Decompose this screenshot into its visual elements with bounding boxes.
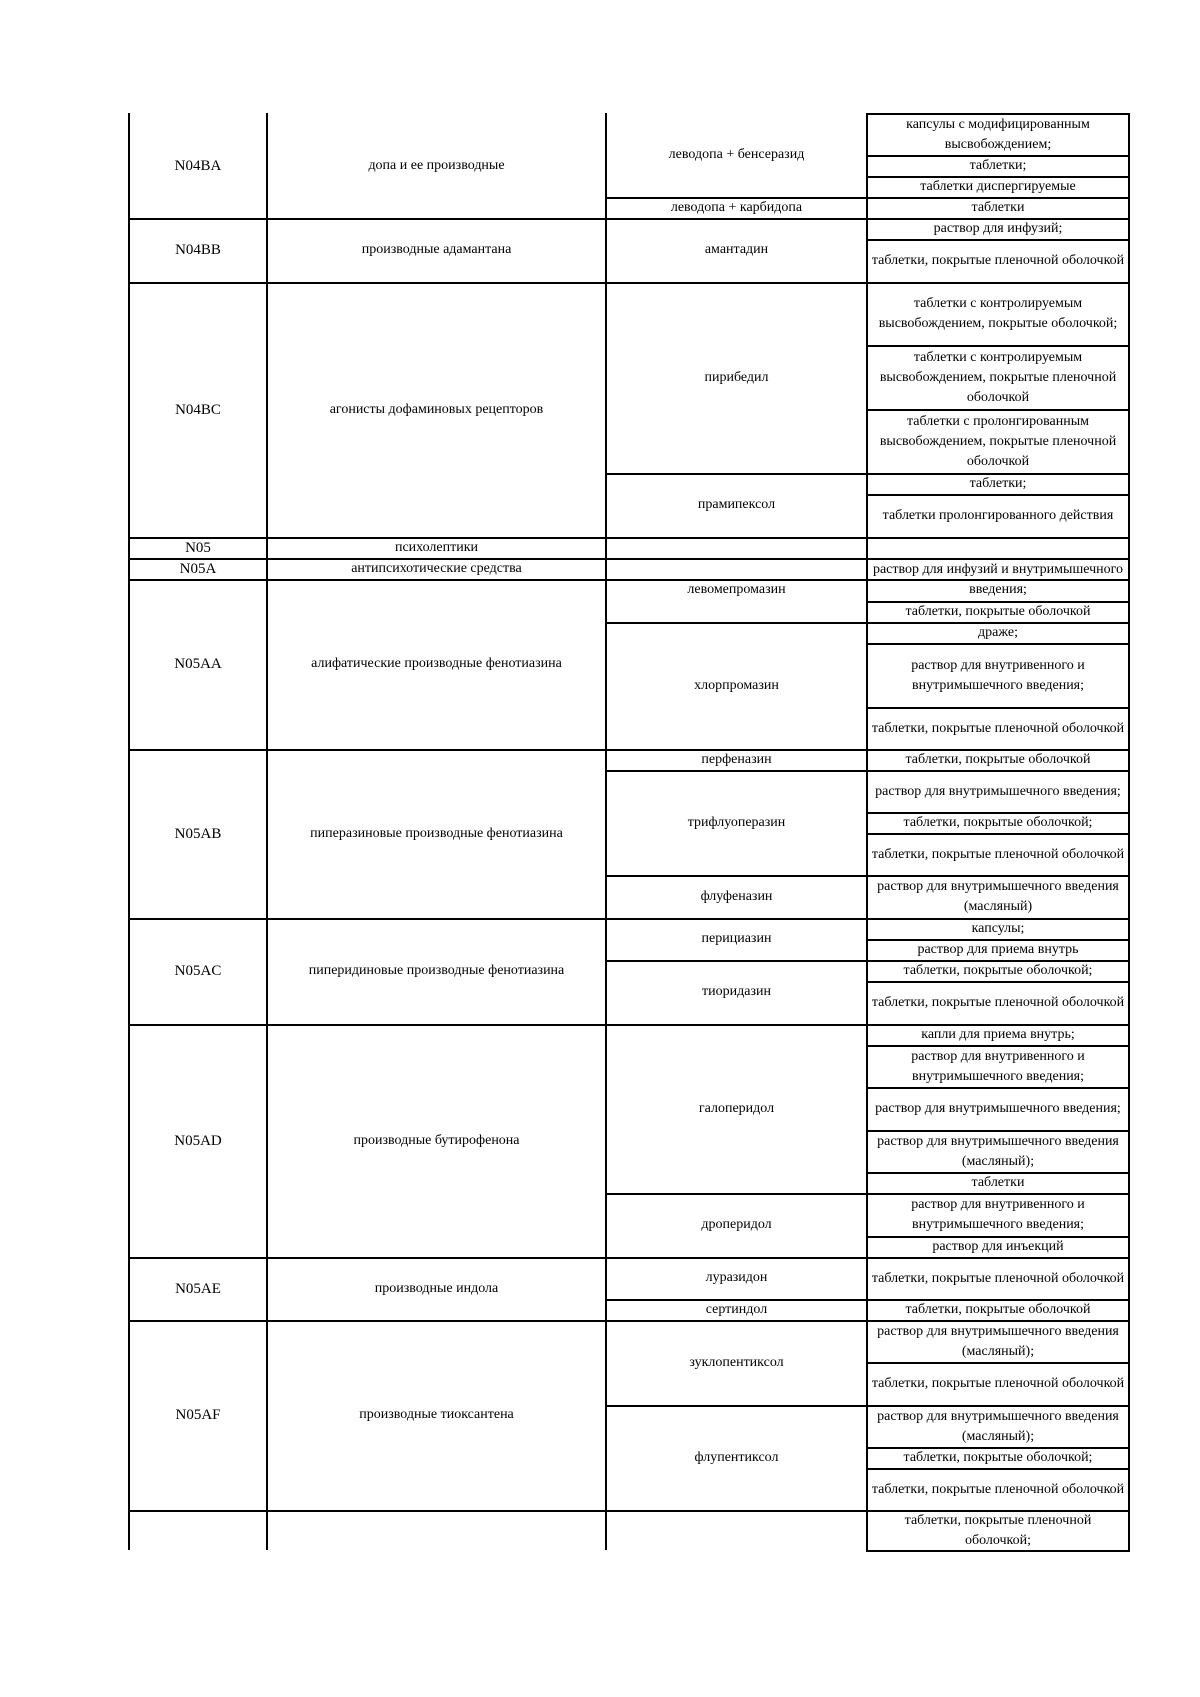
- drug-name: амантадин: [704, 242, 769, 257]
- dosage-form: раствор для внутримышечного введения (масляный): [877, 879, 1119, 914]
- row-group: производные бутирофенона: [353, 1132, 520, 1148]
- drug-name: перфеназин: [701, 751, 772, 767]
- dosage-form: таблетки пролонгированного действия: [882, 508, 1114, 523]
- dosage-form: таблетки;: [969, 158, 1027, 173]
- drug-name: дроперидол: [701, 1217, 772, 1232]
- dosage-form: раствор для внутримышечного введения;: [875, 783, 1121, 799]
- row-group: допа и ее производные: [368, 157, 505, 173]
- dosage-form: таблетки, покрытые оболочкой: [905, 604, 1091, 619]
- dosage-form: таблетки, покрытые пленочной оболочкой: [871, 995, 1125, 1010]
- drug-name: сертиндол: [705, 1301, 768, 1317]
- row-code: N05AD: [174, 1132, 222, 1149]
- row-group: психолептики: [394, 539, 479, 555]
- dosage-form: таблетки диспергируемые: [920, 179, 1076, 194]
- dosage-form: таблетки, покрытые оболочкой;: [903, 1450, 1093, 1465]
- row-group: пиперазиновые производные фенотиазина: [310, 825, 563, 841]
- dosage-form: таблетки, покрытые пленочной оболочкой: [871, 846, 1125, 862]
- drug-name: хлорпромазин: [694, 677, 779, 693]
- drug-name: флупентиксол: [694, 1449, 779, 1465]
- dosage-form: таблетки, покрытые пленочной оболочкой: [871, 253, 1125, 268]
- dosage-form: капсулы с модифицированным высвобождением;: [906, 116, 1090, 152]
- dosage-form: раствор для внутримышечного введения;: [875, 1101, 1121, 1116]
- drug-name: флуфеназин: [700, 888, 773, 904]
- row-code: N04BB: [175, 242, 221, 258]
- dosage-form: таблетки, покрытые пленочной оболочкой: [871, 720, 1125, 736]
- drug-name: галоперидол: [698, 1100, 775, 1116]
- dosage-form: таблетки с пролонгированным высвобождением, покрытые пленочной оболочкой: [879, 413, 1117, 469]
- dosage-form: таблетки с контролируемым высвобождением, покрытые пленочной оболочкой: [879, 349, 1117, 405]
- drug-name: пирибедил: [704, 369, 769, 385]
- dosage-form: раствор для инъекций: [932, 1239, 1064, 1254]
- table-rule: [866, 537, 1130, 539]
- row-code: N05AF: [175, 1407, 221, 1423]
- row-group: [268, 1510, 605, 1550]
- dosage-form: таблетки;: [969, 476, 1027, 491]
- row-code: N04BA: [174, 157, 222, 174]
- dosage-form: таблетки, покрытые оболочкой: [905, 1302, 1091, 1317]
- drug-name: прамипексол: [697, 497, 776, 512]
- row-code: N04BC: [175, 401, 221, 418]
- drug-name: леводопа + карбидопа: [670, 199, 803, 215]
- dosage-form: таблетки, покрытые пленочной оболочкой: [871, 1270, 1125, 1286]
- dosage-form: таблетки: [971, 1175, 1025, 1190]
- drug-name: тиоридазин: [702, 984, 771, 999]
- dosage-form: раствор для внутривенного и внутримышечного введения;: [911, 1197, 1085, 1232]
- row-group: производные индола: [374, 1280, 499, 1296]
- drug-name: [607, 1510, 866, 1550]
- row-group: антипсихотические средства: [351, 560, 522, 576]
- drug-name: леводопа + бенсеразид: [668, 147, 805, 162]
- dosage-form: раствор для внутривенного и внутримышечного введения;: [911, 657, 1085, 693]
- row-code: [130, 1510, 266, 1550]
- dosage-form: раствор для инфузий;: [933, 221, 1063, 236]
- row-code: N05A: [179, 560, 217, 577]
- dosage-form: таблетки, покрытые пленочной оболочкой;: [904, 1512, 1092, 1548]
- dosage-form: таблетки, покрытые пленочной оболочкой: [871, 1376, 1125, 1391]
- dosage-form: таблетки: [971, 200, 1025, 215]
- drug-name: трифлуоперазин: [687, 814, 786, 830]
- dosage-form: драже;: [978, 625, 1018, 640]
- dosage-form: капсулы;: [971, 921, 1025, 936]
- drug-name: перициазин: [701, 931, 772, 946]
- row-code: N05AB: [174, 825, 222, 842]
- dosage-form: раствор для внутримышечного введения (масляный);: [877, 1408, 1119, 1444]
- drug-name: левомепромазин: [687, 582, 786, 597]
- dosage-form: таблетки, покрытые пленочной оболочкой: [871, 1481, 1125, 1497]
- row-group: производные тиоксантена: [359, 1407, 514, 1422]
- dosage-form: раствор для внутримышечного введения (масляный);: [877, 1323, 1119, 1359]
- drug-name: луразидон: [705, 1270, 768, 1285]
- table-rule: [605, 537, 868, 539]
- table-rule: [1128, 113, 1130, 1550]
- row-code: N05: [185, 539, 211, 556]
- row-group: алифатические производные фенотиазина: [311, 656, 562, 671]
- row-code: N05AC: [174, 963, 222, 979]
- dosage-form: таблетки, покрытые оболочкой;: [903, 815, 1093, 830]
- row-group: пиперидиновые производные фенотиазина: [308, 963, 565, 978]
- drug-name: зуклопентиксол: [689, 1354, 784, 1370]
- dosage-form: таблетки, покрытые оболочкой;: [903, 963, 1093, 978]
- dosage-form: таблетки с контролируемым высвобождением, покрытые оболочкой;: [878, 296, 1118, 331]
- dosage-form: раствор для инфузий и внутримышечного введения;: [872, 562, 1124, 597]
- row-group: производные адамантана: [361, 242, 512, 257]
- row-code: N05AE: [175, 1280, 221, 1297]
- dosage-form: раствор для приема внутрь: [917, 942, 1079, 957]
- row-code: N05AA: [174, 656, 222, 672]
- dosage-form: раствор для внутривенного и внутримышечного введения;: [911, 1048, 1085, 1084]
- dosage-form: раствор для внутримышечного введения (масляный);: [877, 1133, 1119, 1169]
- row-group: агонисты дофаминовых рецепторов: [329, 401, 544, 417]
- dosage-form: таблетки, покрытые оболочкой: [905, 752, 1091, 767]
- dosage-form: капли для приема внутрь;: [921, 1027, 1075, 1042]
